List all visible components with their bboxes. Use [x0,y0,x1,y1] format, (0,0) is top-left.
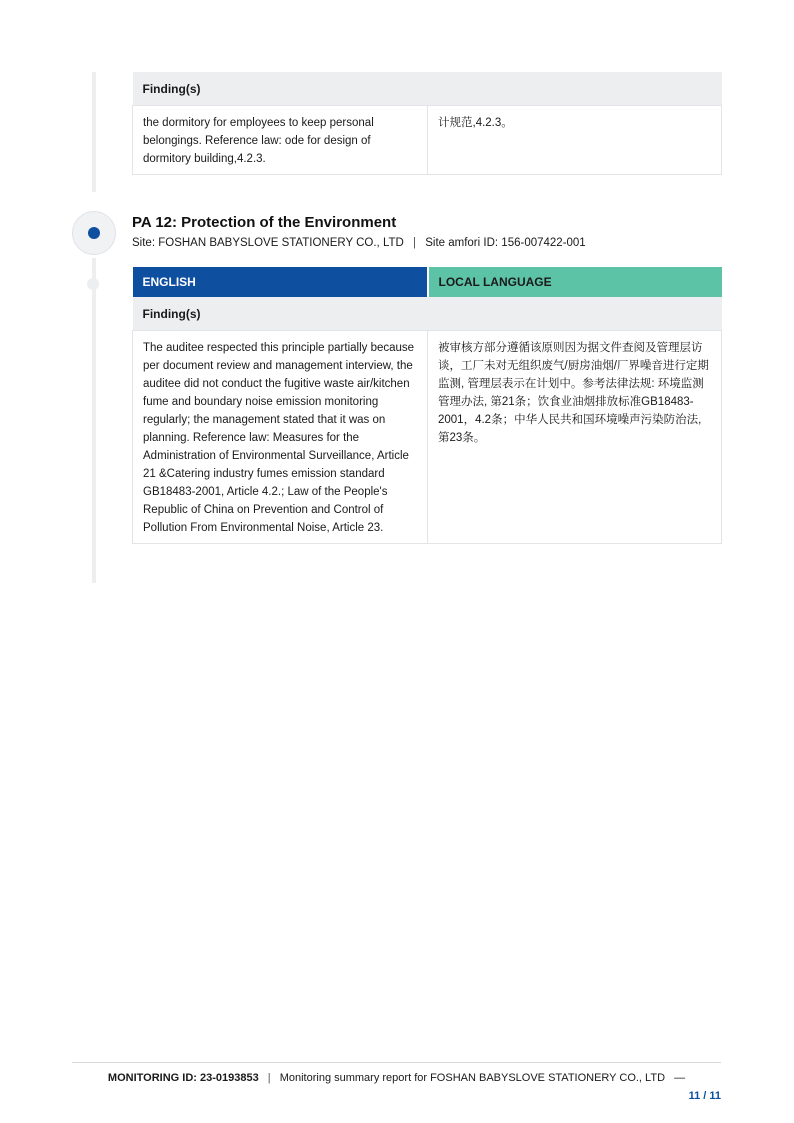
site-name: FOSHAN BABYSLOVE STATIONERY CO., LTD [158,237,404,249]
footer-report-text: Monitoring summary report for FOSHAN BABYSLOVE STATIONERY CO., LTD [279,1072,666,1084]
column-header-local: LOCAL LANGUAGE [428,267,722,297]
amfori-label: Site amfori ID: [425,237,499,249]
timeline-subnode [87,278,99,290]
site-label: Site: [132,237,156,249]
previous-english-text: the dormitory for employees to keep personal belongings. Reference law: ode for design of dormitory building,4.2.3. [133,106,428,175]
timeline-node-dot [88,227,100,239]
timeline-line-top [92,72,96,192]
footer [72,1072,721,1084]
findings-table [132,267,722,544]
previous-finding-label: Finding(s) [133,72,722,106]
footer-monitoring-id: MONITORING ID: 23-0193853 [107,1072,259,1084]
section-title: PA 12: Protection of the Environment [132,214,397,231]
page-number: 11 / 11 [688,1090,721,1102]
column-header-english: ENGLISH [133,267,428,297]
footer-dash: — [674,1072,686,1084]
footer-separator: | [267,1072,271,1084]
amfori-id: 156-007422-001 [501,237,586,249]
previous-findings-table [132,72,722,175]
site-separator: | [413,237,417,249]
previous-local-text: 计规范,4.2.3。 [428,106,722,175]
local-finding-text: 被审核方部分遵循该原则因为据文件查阅及管理层访谈，工厂未对无组织废气/厨房油烟/厂界噪音进行定期监测, 管理层表示在计划中。参考法律法规: 环境监测管理办法, 第21条；饮食业油烟排放标准GB18483-2001，4.2条；中华人民共和国环境噪声污染防治法,第23条。 [428,331,722,544]
timeline-line-bottom [92,258,96,583]
english-finding-text: The auditee respected this principle partially because per document review and management interview, the auditee did not conduct the fugitive waste air/kitchen fume and boundary noise emission monitoring regularly; the management stated that it was on planning. Reference law: Measures for the Administration of Environmental Surveillance, Article 21 &Catering industry fumes emission standard GB18483-2001, Article 4.2.; Law of the People's Republic of China on Prevention and Control of Pollution From Environmental Noise, Article 23. [133,331,428,544]
finding-label: Finding(s) [133,297,722,331]
footer-divider [72,1062,721,1063]
site-info [132,237,586,249]
timeline-node-icon [72,211,116,255]
